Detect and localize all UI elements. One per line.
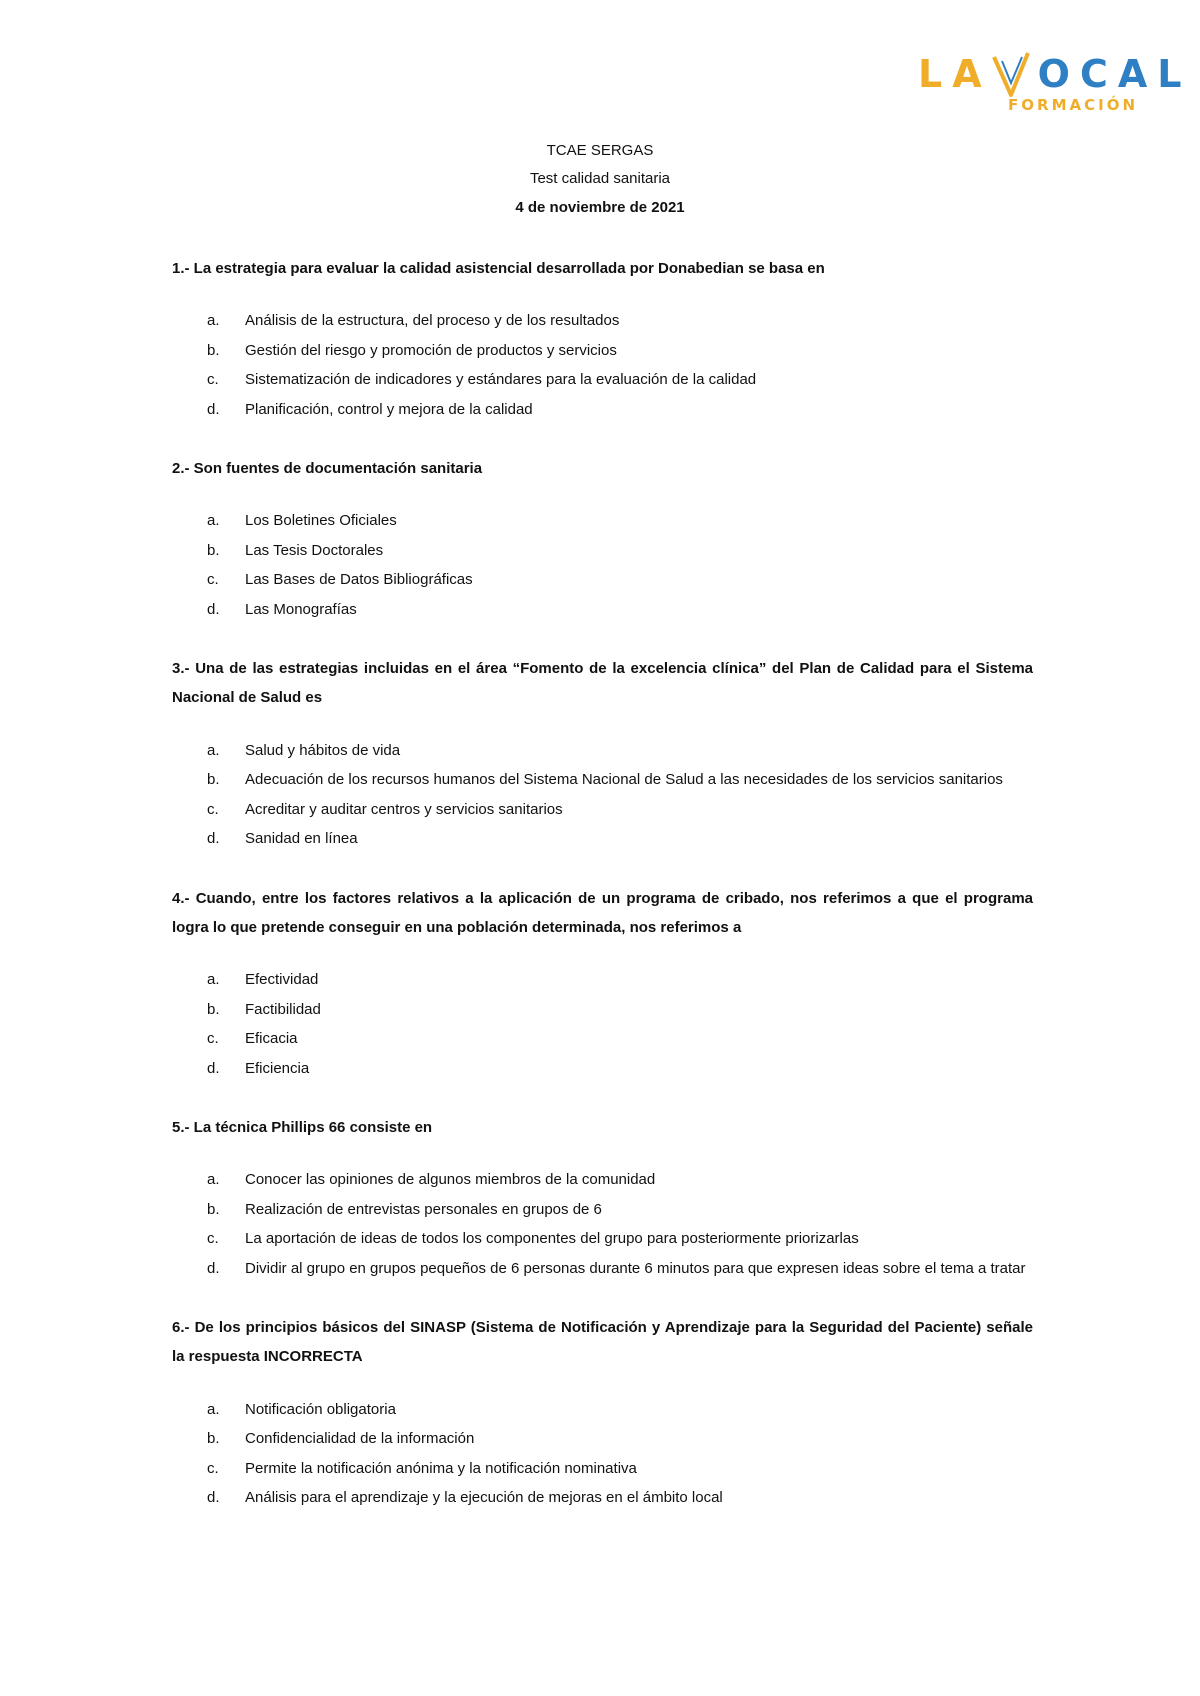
option-list xyxy=(172,965,1033,1083)
option-letter: d. xyxy=(207,1489,220,1506)
option-text: Sanidad en línea xyxy=(245,830,358,848)
option-list xyxy=(172,306,1033,424)
option-letter: d. xyxy=(207,600,220,618)
option-item xyxy=(172,1054,1033,1083)
option-text: Confidencialidad de la información xyxy=(245,1430,475,1448)
option-item xyxy=(172,765,1033,794)
option-letter: c. xyxy=(207,1230,219,1248)
question-block xyxy=(172,1313,1033,1512)
option-item xyxy=(172,565,1033,594)
logo-v-mark-icon xyxy=(992,51,1030,97)
option-letter: a. xyxy=(207,1171,220,1189)
option-text: Análisis para el aprendizaje y la ejecución de mejoras en el ámbito local xyxy=(245,1489,723,1506)
doc-subtitle: Test calidad sanitaria xyxy=(529,170,671,187)
option-item xyxy=(172,306,1033,335)
doc-date: 4 de noviembre de 2021 xyxy=(515,199,685,216)
option-item xyxy=(172,1254,1033,1283)
option-text: Las Monografías xyxy=(245,600,357,618)
option-letter: b. xyxy=(207,1200,220,1218)
option-letter: c. xyxy=(207,571,219,589)
question-text: 1.- La estrategia para evaluar la calidad asistencial desarrollada por Donabedian se basa en xyxy=(172,260,825,277)
question-text: 5.- La técnica Phillips 66 consiste en xyxy=(172,1118,433,1136)
option-list xyxy=(172,506,1033,624)
option-text: Efectividad xyxy=(245,971,319,989)
option-item xyxy=(172,1024,1033,1053)
option-item xyxy=(172,365,1033,394)
option-letter: a. xyxy=(207,971,220,989)
option-item xyxy=(172,995,1033,1024)
option-letter: d. xyxy=(207,830,220,848)
option-item xyxy=(172,965,1033,994)
question-text: 3.- Una de las estrategias incluidas en el área “Fomento de la excelencia clínica” del Plan de Calidad para el Sistema Nacional de Salud es xyxy=(172,660,1033,707)
option-text: Eficacia xyxy=(245,1030,298,1048)
lavocal-logo xyxy=(918,52,1192,114)
option-text: Factibilidad xyxy=(245,1000,321,1018)
option-text: Planificación, control y mejora de la calidad xyxy=(245,400,533,418)
option-letter: b. xyxy=(207,541,220,559)
option-item xyxy=(172,1165,1033,1194)
question-block xyxy=(172,254,1033,424)
option-text: Eficiencia xyxy=(245,1059,310,1077)
question-block xyxy=(172,454,1033,624)
option-item xyxy=(172,795,1033,824)
logo-subtitle: FORMACIÓN xyxy=(1008,96,1138,114)
question-block xyxy=(172,1113,1033,1283)
question-block xyxy=(172,654,1033,853)
option-text: Notificación obligatoria xyxy=(245,1400,396,1418)
option-item xyxy=(172,1195,1033,1224)
option-text: Salud y hábitos de vida xyxy=(245,741,401,759)
option-item xyxy=(172,595,1033,624)
option-text: Realización de entrevistas personales en grupos de 6 xyxy=(245,1200,602,1218)
option-item xyxy=(172,1424,1033,1453)
option-letter: a. xyxy=(207,512,220,530)
option-text: Las Tesis Doctorales xyxy=(245,541,384,559)
option-text: Los Boletines Oficiales xyxy=(245,512,397,530)
option-letter: c. xyxy=(207,1459,219,1477)
question-text: 6.- De los principios básicos del SINASP (Sistema de Notificación y Aprendizaje para la Seguridad del Paciente) señale la respuesta INCORRECTA xyxy=(172,1318,1033,1366)
option-letter: d. xyxy=(207,1059,220,1077)
option-letter: c. xyxy=(207,800,219,818)
option-item xyxy=(172,336,1033,365)
option-list xyxy=(172,1395,1033,1513)
doc-title: TCAE SERGAS xyxy=(546,142,654,159)
option-letter: d. xyxy=(207,1259,220,1277)
option-letter: b. xyxy=(207,771,220,789)
option-letter: b. xyxy=(207,1430,220,1448)
option-letter: d. xyxy=(207,400,220,418)
question-block xyxy=(172,884,1033,1083)
question-text: 4.- Cuando, entre los factores relativos a la aplicación de un programa de cribado, nos referimos a que el programa logra lo que pretende conseguir en una población determinada, nos referimos a xyxy=(172,889,1033,936)
option-letter: c. xyxy=(207,1030,219,1048)
question-list xyxy=(172,254,1033,1542)
option-text: Las Bases de Datos Bibliográficas xyxy=(245,571,473,589)
option-item xyxy=(172,506,1033,535)
option-item xyxy=(172,536,1033,565)
option-item xyxy=(172,736,1033,765)
logo-wordmark: L A OCAL xyxy=(918,52,1192,96)
option-text: Análisis de la estructura, del proceso y de los resultados xyxy=(245,312,620,330)
option-letter: b. xyxy=(207,341,220,359)
option-letter: a. xyxy=(207,741,220,759)
option-text: Adecuación de los recursos humanos del Sistema Nacional de Salud a las necesidades de los servicios sanitarios xyxy=(245,771,1003,789)
option-text: La aportación de ideas de todos los componentes del grupo para posteriormente priorizarlas xyxy=(245,1230,859,1248)
option-text: Gestión del riesgo y promoción de productos y servicios xyxy=(245,341,617,359)
option-text: Conocer las opiniones de algunos miembros de la comunidad xyxy=(245,1171,656,1189)
option-text: Acreditar y auditar centros y servicios sanitarios xyxy=(245,800,563,818)
option-letter: b. xyxy=(207,1000,220,1018)
option-text: Permite la notificación anónima y la notificación nominativa xyxy=(245,1459,637,1477)
question-text: 2.- Son fuentes de documentación sanitaria xyxy=(172,460,483,478)
option-letter: a. xyxy=(207,1400,220,1418)
option-list xyxy=(172,1165,1033,1283)
option-letter: a. xyxy=(207,312,220,330)
option-letter: c. xyxy=(207,371,219,389)
option-item xyxy=(172,395,1033,424)
option-item xyxy=(172,824,1033,853)
option-text: Sistematización de indicadores y estándares para la evaluación de la calidad xyxy=(245,371,757,389)
option-item xyxy=(172,1395,1033,1424)
option-text: Dividir al grupo en grupos pequeños de 6 personas durante 6 minutos para que expresen ideas sobre el tema a tratar xyxy=(245,1259,1026,1277)
option-item xyxy=(172,1454,1033,1483)
option-item xyxy=(172,1224,1033,1253)
option-list xyxy=(172,736,1033,854)
option-item xyxy=(172,1483,1033,1512)
